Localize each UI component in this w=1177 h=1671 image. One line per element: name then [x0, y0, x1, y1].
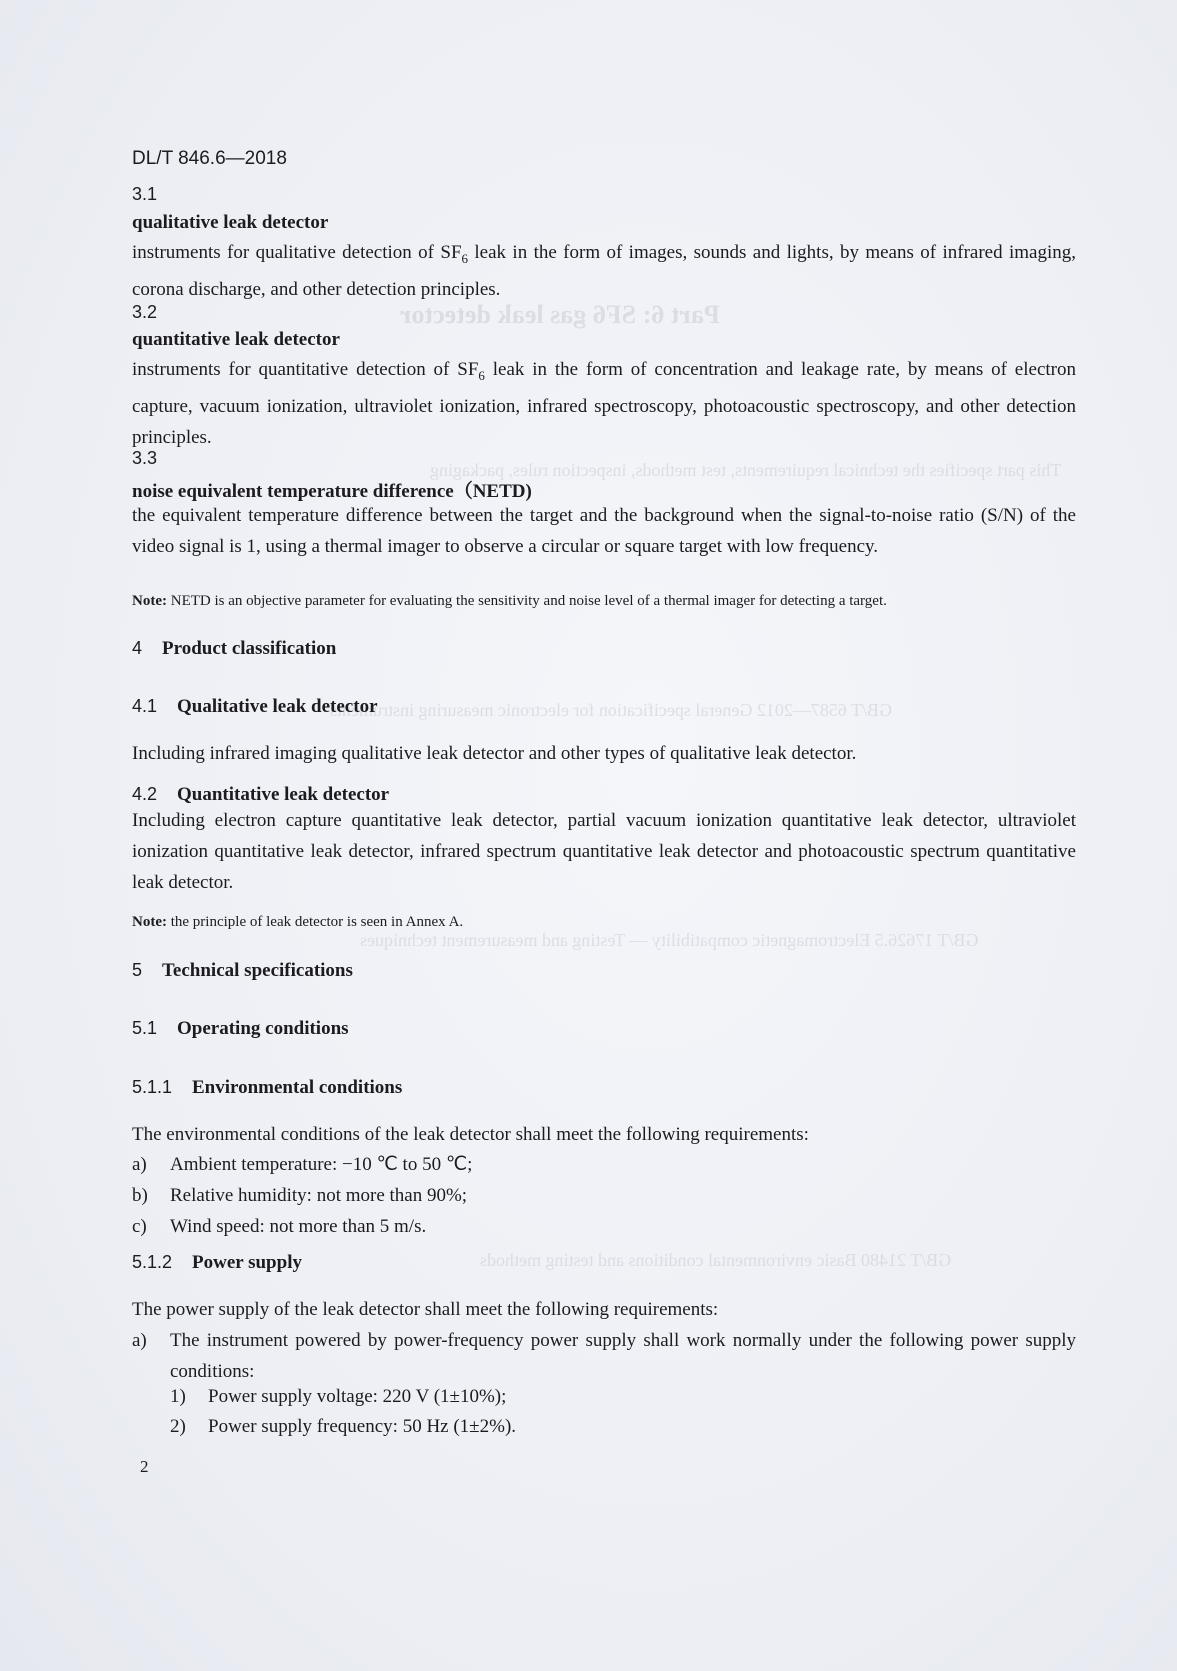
show-through-text: Part 6: SF6 gas leak detector	[400, 300, 720, 329]
list-item: a) The instrument powered by power-frequency power supply shall work normally under the following power supply conditions:	[132, 1330, 1076, 1382]
section-heading: 5 Technical specifications	[132, 960, 353, 981]
subsubsection-heading: 5.1.2 Power supply	[132, 1252, 302, 1273]
definition-text: the equivalent temperature difference between the target and the background when the signal-to-noise ratio (S/N) of the video signal is 1, using a thermal imager to observe a circular or square target with low frequency.	[132, 505, 1076, 557]
clause-number: 3.1	[132, 184, 158, 204]
show-through-text: This part specifies the technical requirements, test methods, inspection rules, packaging	[430, 460, 1062, 480]
subsubsection-heading: 5.1.1 Environmental conditions	[132, 1077, 403, 1098]
show-through-text: GB/T 17626.5 Electromagnetic compatibility — Testing and measurement techniques	[360, 930, 979, 950]
paragraph: The power supply of the leak detector shall meet the following requirements:	[132, 1299, 719, 1320]
subsection-heading: 4.1 Qualitative leak detector	[132, 696, 378, 717]
page-number: 2	[140, 1457, 149, 1476]
standard-header: DL/T 846.6—2018	[132, 148, 287, 169]
term-title: quantitative leak detector	[132, 329, 340, 350]
show-through-text: GB/T 6587—2012 General specification for electronic measuring instruments	[330, 700, 893, 720]
list-item: b) Relative humidity: not more than 90%;	[132, 1185, 468, 1206]
list-item: c) Wind speed: not more than 5 m/s.	[132, 1216, 427, 1237]
paragraph: Including electron capture quantitative leak detector, partial vacuum ionization quantitative leak detector, ultraviolet ionization quantitative leak detector, infrared spectrum quantitative leak detector and photoacoustic spectrum quantitative leak detector.	[132, 810, 1076, 893]
definition-text: instruments for qualitative detection of $SF_6$ leak in the form of images, sounds and lights, by means of infrared imaging, corona discharge, and other detection principles.	[132, 242, 1076, 300]
clause-number: 3.2	[132, 302, 158, 322]
subsection-heading: 4.2 Quantitative leak detector	[132, 784, 390, 805]
note: Note: NETD is an objective parameter for evaluating the sensitivity and noise level of a thermal imager for detecting a target.	[132, 593, 887, 609]
paragraph: The environmental conditions of the leak detector shall meet the following requirements:	[132, 1124, 809, 1145]
note: Note: the principle of leak detector is seen in Annex A.	[132, 914, 464, 930]
subsection-heading: 5.1 Operating conditions	[132, 1018, 349, 1039]
list-item: a) Ambient temperature: −10 ℃ to 50 ℃;	[132, 1154, 473, 1175]
term-title: noise equivalent temperature difference（NETD)	[132, 481, 532, 502]
paragraph: Including infrared imaging qualitative leak detector and other types of qualitative leak detector.	[132, 743, 857, 764]
sub-list-item: 1) Power supply voltage: 220 V (1±10%);	[170, 1386, 507, 1407]
section-heading: 4 Product classification	[132, 638, 337, 659]
show-through-text: GB/T 21480 Basic environmental conditions and testing methods	[480, 1250, 952, 1270]
term-title: qualitative leak detector	[132, 212, 329, 233]
definition-text: instruments for quantitative detection of $SF_6$ leak in the form of concentration and leakage rate, by means of electron capture, vacuum ionization, ultraviolet ionization, infrared spectroscopy, photoacoustic spectroscopy, and other detection principles.	[132, 359, 1076, 448]
sub-list-item: 2) Power supply frequency: 50 Hz (1±2%).	[170, 1416, 517, 1437]
clause-number: 3.3	[132, 448, 158, 468]
